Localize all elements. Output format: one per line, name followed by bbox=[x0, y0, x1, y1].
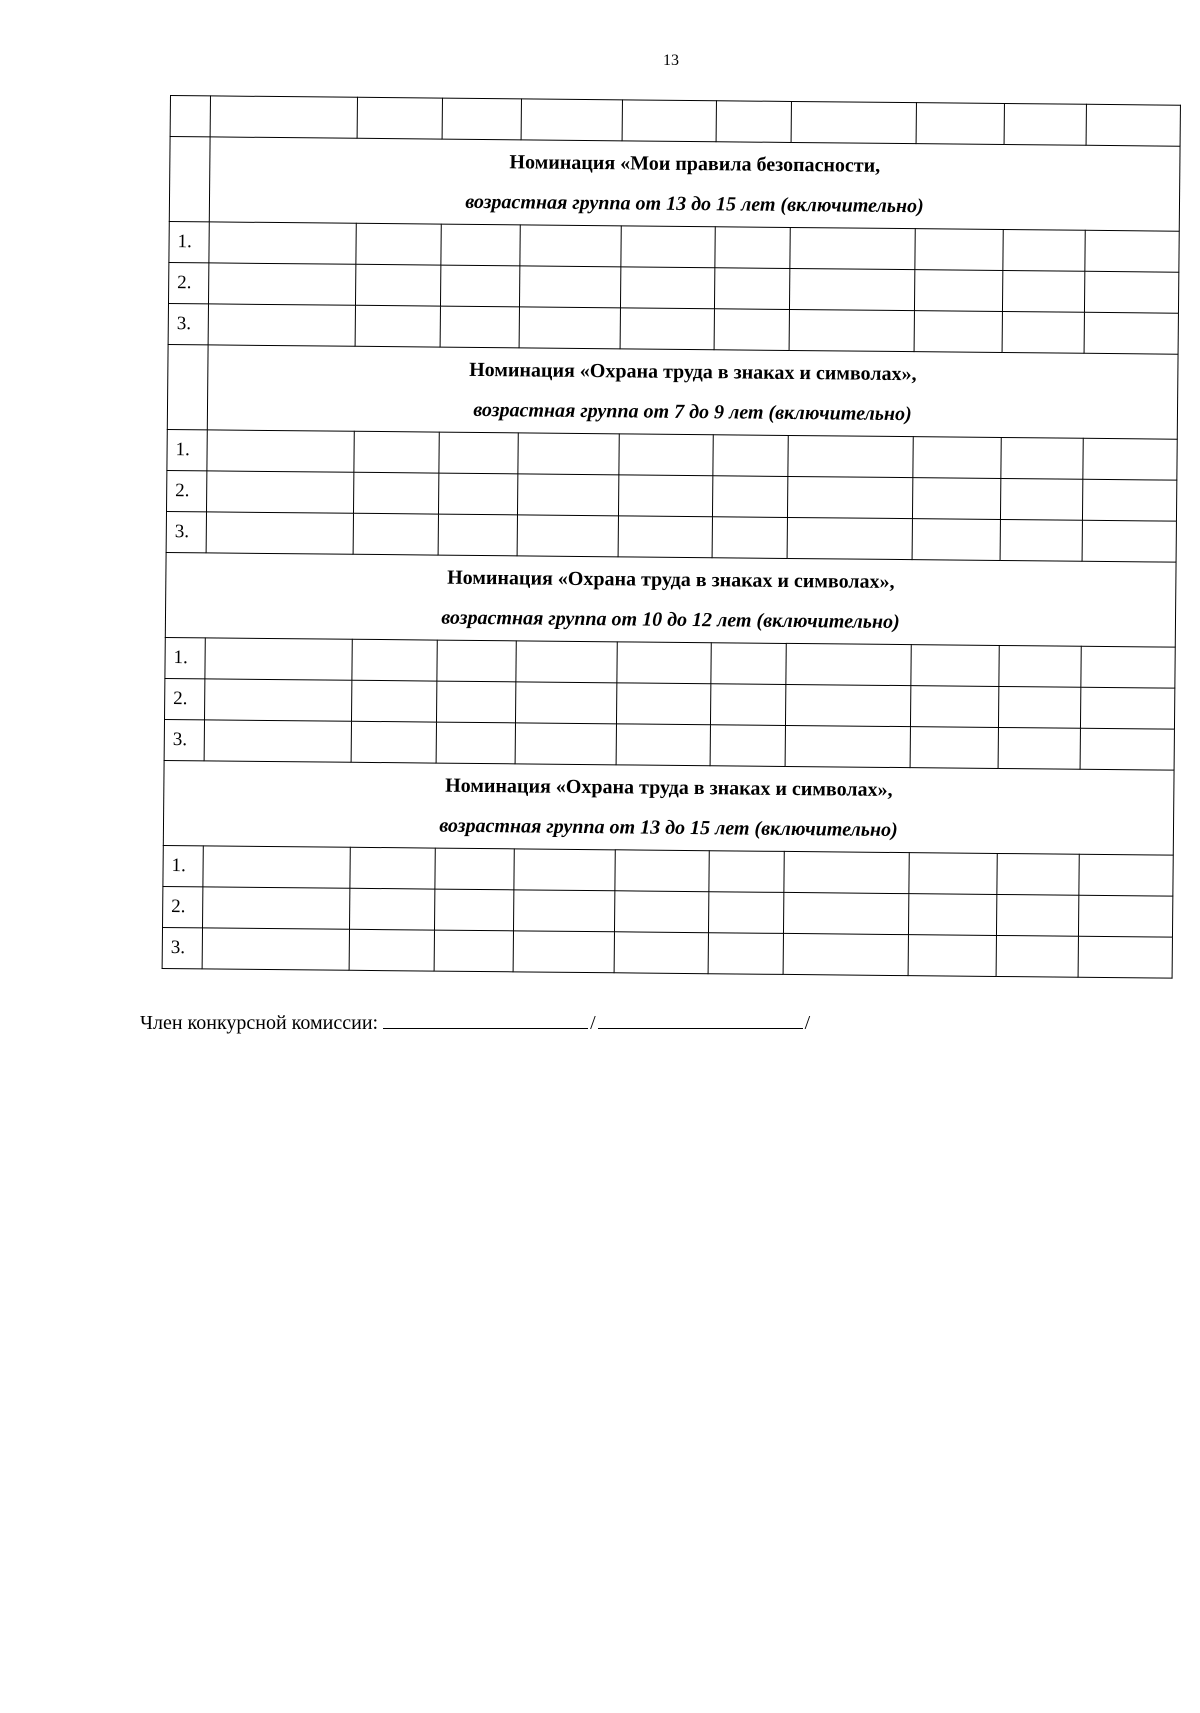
score-cell[interactable] bbox=[515, 682, 616, 724]
score-cell[interactable] bbox=[711, 643, 786, 685]
table-cell bbox=[521, 99, 622, 141]
score-cell[interactable] bbox=[436, 681, 515, 723]
section-title: Номинация «Мои правила безопасности, bbox=[509, 151, 881, 177]
signature-separator: / bbox=[590, 1012, 596, 1034]
score-cell[interactable] bbox=[913, 437, 1001, 479]
score-cell[interactable] bbox=[911, 645, 999, 687]
score-cell[interactable] bbox=[1081, 646, 1175, 688]
section-subtitle: возрастная группа от 10 до 12 лет (включительно) bbox=[441, 606, 900, 634]
score-cell[interactable] bbox=[787, 517, 912, 559]
section-subtitle: возрастная группа от 7 до 9 лет (включительно) bbox=[473, 398, 912, 426]
table-cell bbox=[357, 97, 442, 139]
score-cell[interactable] bbox=[715, 227, 790, 269]
score-cell[interactable] bbox=[708, 933, 783, 975]
score-cell[interactable] bbox=[1078, 936, 1172, 978]
score-cell[interactable] bbox=[788, 435, 913, 477]
score-cell[interactable] bbox=[351, 680, 436, 722]
score-cell[interactable] bbox=[1084, 312, 1178, 354]
score-cell[interactable] bbox=[520, 225, 621, 267]
score-cell[interactable] bbox=[910, 686, 998, 728]
signature-label: Член конкурсной комиссии: bbox=[140, 1012, 379, 1034]
score-cell[interactable] bbox=[787, 476, 912, 518]
signature-end-slash: / bbox=[804, 1012, 811, 1034]
section-header-cell bbox=[165, 552, 1176, 647]
score-cell[interactable] bbox=[518, 433, 619, 475]
section-subtitle: возрастная группа от 13 до 15 лет (включительно) bbox=[465, 190, 924, 218]
table-row bbox=[162, 927, 1172, 978]
score-cell[interactable] bbox=[350, 847, 435, 889]
score-cell[interactable] bbox=[349, 929, 434, 971]
score-cell[interactable] bbox=[513, 931, 614, 973]
section-header-row bbox=[163, 760, 1174, 855]
score-cell[interactable] bbox=[996, 894, 1078, 936]
table-cell bbox=[1004, 104, 1086, 146]
score-cell[interactable] bbox=[789, 309, 914, 351]
score-cell[interactable] bbox=[203, 846, 350, 888]
score-cell[interactable] bbox=[1002, 312, 1084, 354]
score-cell[interactable] bbox=[435, 848, 514, 890]
score-table-body bbox=[162, 96, 1180, 979]
score-cell[interactable] bbox=[517, 515, 618, 557]
score-cell[interactable] bbox=[438, 473, 517, 515]
table-cell bbox=[716, 101, 791, 143]
score-cell[interactable] bbox=[915, 229, 1003, 271]
score-cell[interactable] bbox=[352, 639, 437, 681]
signature-field[interactable] bbox=[383, 1008, 588, 1029]
score-cell[interactable] bbox=[519, 307, 620, 349]
page-number: 13 bbox=[663, 52, 679, 69]
score-cell[interactable] bbox=[1080, 728, 1174, 770]
table-cell bbox=[1086, 104, 1180, 146]
score-cell[interactable] bbox=[999, 645, 1081, 687]
signature-line bbox=[140, 1008, 812, 1035]
section-header-cell bbox=[209, 137, 1180, 231]
score-cell[interactable] bbox=[997, 853, 1079, 895]
score-cell[interactable] bbox=[1085, 230, 1179, 272]
score-cell[interactable] bbox=[514, 849, 615, 891]
score-cell[interactable] bbox=[614, 932, 708, 974]
score-cell[interactable] bbox=[783, 933, 908, 975]
score-cell[interactable] bbox=[710, 684, 785, 726]
score-cell[interactable] bbox=[617, 642, 711, 684]
table-cell bbox=[169, 137, 210, 222]
score-cell[interactable] bbox=[519, 266, 620, 308]
section-title: Номинация «Охрана труда в знаках и символах», bbox=[445, 774, 893, 801]
section-header-cell bbox=[207, 345, 1178, 439]
score-cell[interactable] bbox=[620, 308, 714, 350]
score-cell[interactable] bbox=[1083, 438, 1177, 480]
score-cell[interactable] bbox=[712, 476, 787, 518]
score-cell[interactable] bbox=[712, 517, 787, 559]
row-number: 2. bbox=[163, 886, 203, 927]
score-cell[interactable] bbox=[790, 227, 915, 269]
score-cell[interactable] bbox=[207, 430, 354, 472]
score-cell[interactable] bbox=[207, 471, 354, 513]
score-cell[interactable] bbox=[1002, 271, 1084, 313]
row-number: 2. bbox=[168, 262, 208, 303]
score-cell[interactable] bbox=[438, 514, 517, 556]
row-number: 1. bbox=[163, 845, 203, 886]
row-number: 1. bbox=[165, 637, 205, 678]
score-cell[interactable] bbox=[998, 686, 1080, 728]
score-cell[interactable] bbox=[912, 519, 1000, 561]
score-cell[interactable] bbox=[914, 311, 1002, 353]
table-cell bbox=[170, 96, 210, 137]
score-cell[interactable] bbox=[1084, 271, 1178, 313]
score-cell[interactable] bbox=[615, 850, 709, 892]
section-header-row bbox=[167, 344, 1178, 439]
table-cell bbox=[167, 344, 208, 429]
score-cell[interactable] bbox=[789, 268, 914, 310]
score-cell[interactable] bbox=[1078, 895, 1172, 937]
score-cell[interactable] bbox=[205, 679, 352, 721]
row-number: 1. bbox=[167, 429, 207, 470]
score-cell[interactable] bbox=[204, 720, 351, 762]
score-cell[interactable] bbox=[1082, 520, 1176, 562]
score-cell[interactable] bbox=[908, 935, 996, 977]
score-cell[interactable] bbox=[354, 431, 439, 473]
score-cell[interactable] bbox=[202, 928, 349, 970]
score-cell[interactable] bbox=[709, 851, 784, 893]
score-cell[interactable] bbox=[1079, 854, 1173, 896]
score-cell[interactable] bbox=[353, 513, 438, 555]
score-cell[interactable] bbox=[786, 643, 911, 685]
score-cell[interactable] bbox=[441, 224, 520, 266]
score-cell[interactable] bbox=[621, 226, 715, 268]
score-cell[interactable] bbox=[998, 727, 1080, 769]
score-cell[interactable] bbox=[203, 887, 350, 929]
section-header-row bbox=[169, 137, 1180, 232]
score-cell[interactable] bbox=[440, 265, 519, 307]
score-cell[interactable] bbox=[209, 222, 356, 264]
section-title: Номинация «Охрана труда в знаках и символах», bbox=[469, 358, 917, 386]
score-cell[interactable] bbox=[708, 892, 783, 934]
score-cell[interactable] bbox=[517, 474, 618, 516]
section-title: Номинация «Охрана труда в знаках и символах», bbox=[447, 566, 895, 593]
score-cell[interactable] bbox=[1000, 519, 1082, 561]
score-cell[interactable] bbox=[205, 638, 352, 680]
section-header-cell bbox=[163, 760, 1174, 855]
table-cell bbox=[210, 96, 357, 138]
score-cell[interactable] bbox=[908, 894, 996, 936]
score-cell[interactable] bbox=[355, 305, 440, 347]
table-cell bbox=[916, 103, 1004, 145]
row-number: 3. bbox=[162, 927, 202, 968]
score-cell[interactable] bbox=[996, 935, 1078, 977]
score-cell[interactable] bbox=[350, 888, 435, 930]
score-cell[interactable] bbox=[440, 306, 519, 348]
score-cell[interactable] bbox=[436, 722, 515, 764]
score-cell[interactable] bbox=[1001, 437, 1083, 479]
score-cell[interactable] bbox=[515, 723, 616, 765]
score-cell[interactable] bbox=[1000, 478, 1082, 520]
score-cell[interactable] bbox=[516, 641, 617, 683]
score-cell[interactable] bbox=[784, 851, 909, 893]
score-cell[interactable] bbox=[714, 268, 789, 310]
score-cell[interactable] bbox=[785, 725, 910, 767]
score-cell[interactable] bbox=[616, 683, 710, 725]
score-cell[interactable] bbox=[619, 434, 713, 476]
score-cell[interactable] bbox=[785, 684, 910, 726]
row-number: 2. bbox=[165, 678, 205, 719]
score-cell[interactable] bbox=[208, 263, 355, 305]
score-cell[interactable] bbox=[1082, 479, 1176, 521]
score-table-container bbox=[162, 95, 1180, 979]
row-number: 3. bbox=[168, 303, 208, 344]
score-cell[interactable] bbox=[434, 930, 513, 972]
score-cell[interactable] bbox=[714, 309, 789, 351]
score-cell[interactable] bbox=[513, 890, 614, 932]
score-cell[interactable] bbox=[439, 432, 518, 474]
score-cell[interactable] bbox=[206, 512, 353, 554]
section-header-row bbox=[165, 552, 1176, 647]
score-cell[interactable] bbox=[910, 727, 998, 769]
row-number: 3. bbox=[164, 719, 204, 760]
score-cell[interactable] bbox=[912, 478, 1000, 520]
score-cell[interactable] bbox=[620, 267, 714, 309]
table-cell bbox=[622, 100, 716, 142]
score-cell[interactable] bbox=[353, 472, 438, 514]
table-cell bbox=[791, 101, 916, 143]
score-cell[interactable] bbox=[434, 889, 513, 931]
score-cell[interactable] bbox=[616, 724, 710, 766]
score-cell[interactable] bbox=[783, 892, 908, 934]
name-field[interactable] bbox=[598, 1008, 803, 1029]
score-cell[interactable] bbox=[356, 223, 441, 265]
score-cell[interactable] bbox=[710, 725, 785, 767]
score-cell[interactable] bbox=[614, 891, 708, 933]
table-cell bbox=[442, 98, 521, 140]
score-cell[interactable] bbox=[1003, 230, 1085, 272]
row-number: 2. bbox=[167, 470, 207, 511]
section-subtitle: возрастная группа от 13 до 15 лет (включительно) bbox=[439, 814, 898, 842]
score-cell[interactable] bbox=[208, 304, 355, 346]
score-cell[interactable] bbox=[355, 264, 440, 306]
score-cell[interactable] bbox=[351, 721, 436, 763]
row-number: 1. bbox=[169, 221, 209, 262]
score-cell[interactable] bbox=[713, 435, 788, 477]
score-cell[interactable] bbox=[618, 516, 712, 558]
row-number: 3. bbox=[166, 511, 206, 552]
score-cell[interactable] bbox=[437, 640, 516, 682]
score-cell[interactable] bbox=[914, 270, 1002, 312]
score-cell[interactable] bbox=[909, 853, 997, 895]
score-cell[interactable] bbox=[1080, 687, 1174, 729]
score-table bbox=[162, 95, 1181, 979]
score-cell[interactable] bbox=[618, 475, 712, 517]
